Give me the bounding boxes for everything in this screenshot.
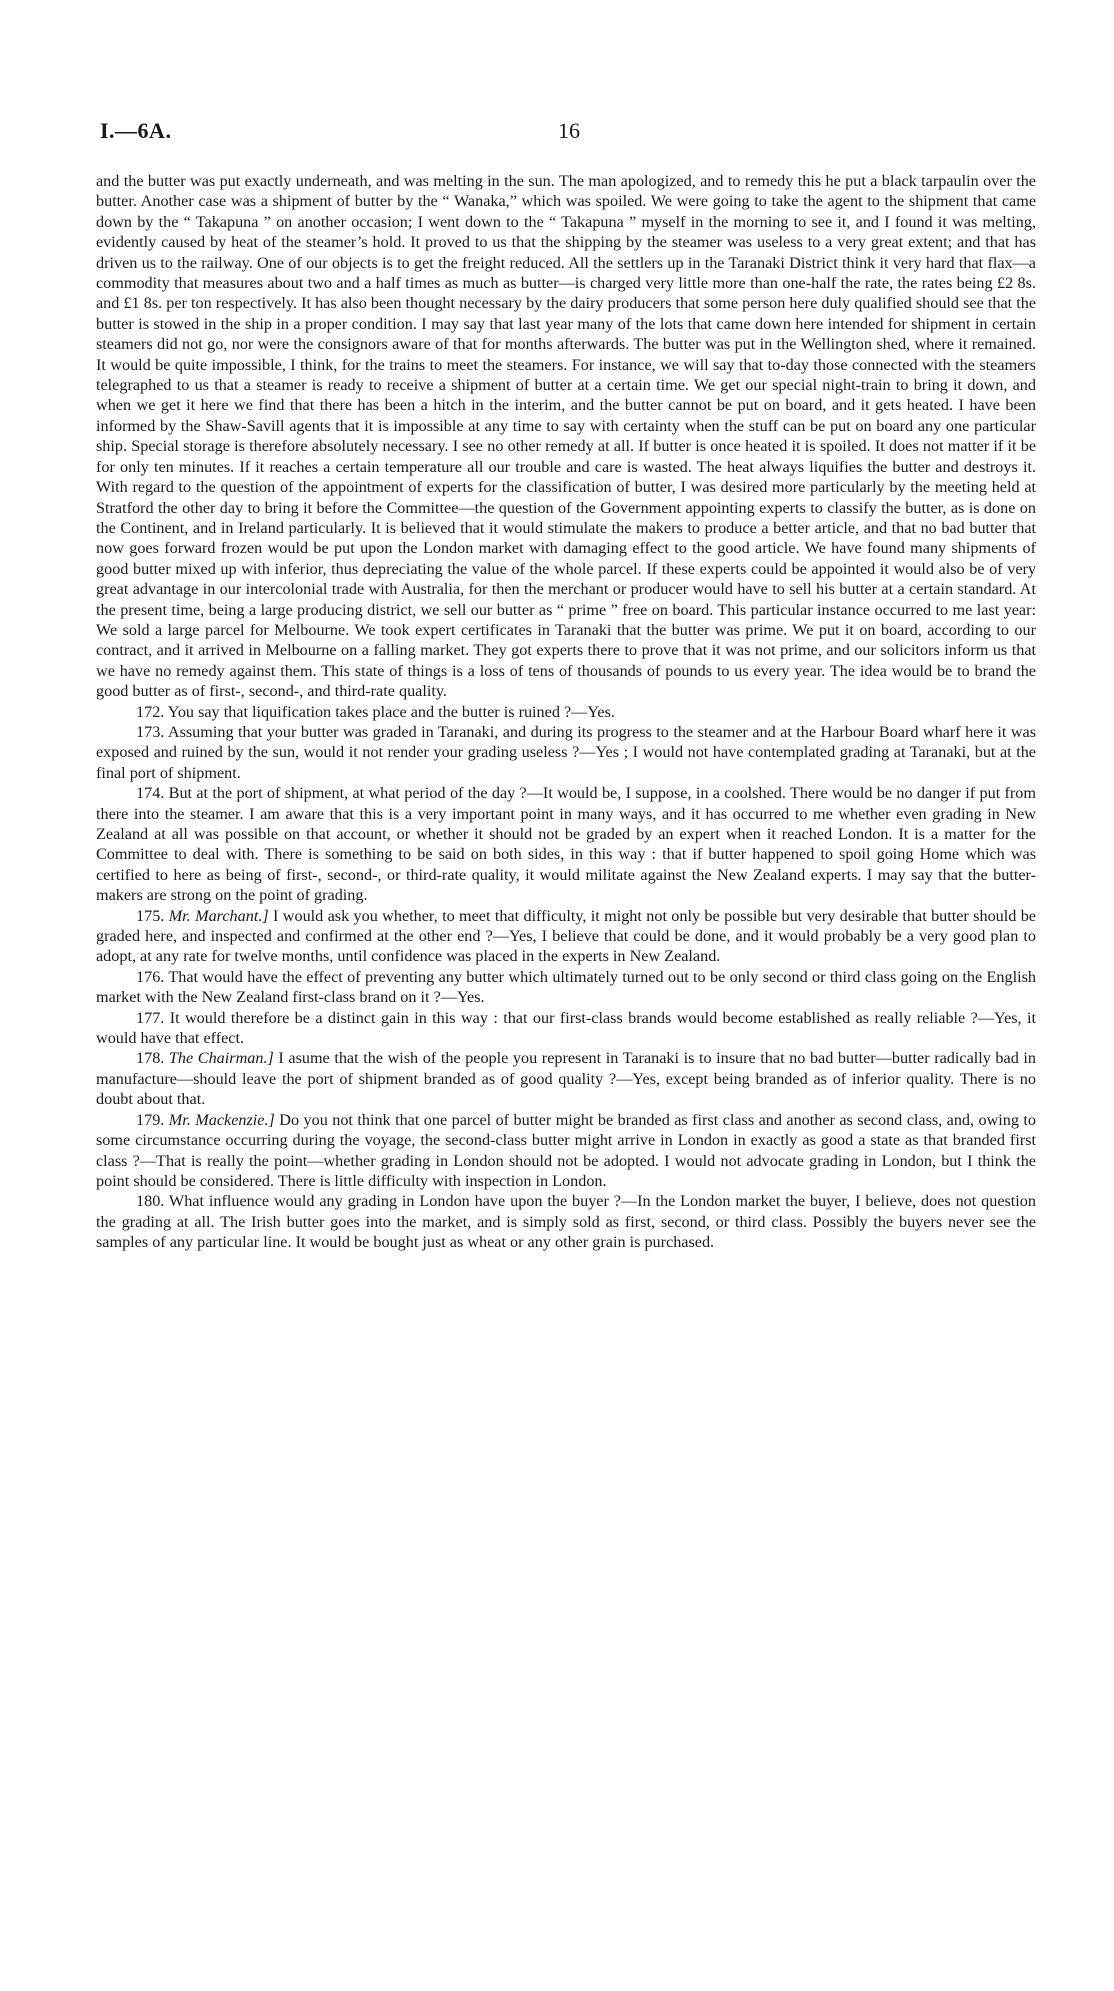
document-page xyxy=(96,118,1036,1253)
question-number: 178. xyxy=(136,1049,165,1068)
paragraph-question-172: 172. You say that liquification takes place and the butter is ruined ?—Yes. xyxy=(136,702,615,721)
question-text: I asume that the wish of the people you represent in Taranaki is to insure that no bad butter—butter radically bad in manufacture—should leave the port of shipment branded as of good quality ?—Yes, except being branded as of inferior quality. There is no doubt about that. xyxy=(96,1049,1036,1109)
paragraph-question-175 xyxy=(96,906,1036,967)
paragraph-question-180: 180. What influence would any grading in London have upon the buyer ?—In the London market the buyer, I believe, does not question the grading at all. The Irish butter goes into the market, and is simply sold as first, second, or third class. Possibly the buyers never see the samples of any particular line. It would be bought just as wheat or any other grain is purchased. xyxy=(96,1192,1036,1252)
document-reference: I.—6A. xyxy=(100,118,172,143)
page-header xyxy=(96,118,1036,152)
paragraph-question-176: 176. That would have the effect of preventing any butter which ultimately turned out to be only second or third class going on the English market with the New Zealand first-class brand on it ?—Yes. xyxy=(96,967,1036,1007)
paragraph-continued-answer: and the butter was put exactly underneath, and was melting in the sun. The man apologized, and to remedy this he put a black tarpaulin over the butter. Another case was a shipment of butter by the “ Wanaka,” which was spoiled. We were going to take the agent to the shipment that came down by the “ Takapuna ” on another occasion; I went down to the “ Takapuna ” myself in the morning to see it, and I found it was melting, evidently caused by heat of the steamer’s hold. It proved to us that the shipping by the steamer was useless to a very great extent; and that has driven us to the railway. One of our objects is to get the freight reduced. All the settlers up in the Taranaki District think it very hard that flax—a commodity that measures about two and a half times as much as butter—is charged very little more than one-half the rate, the rates being £2 8s. and £1 8s. per ton respectively. It has also been thought necessary by the dairy producers that some person here duly qualified should see that the butter is stowed in the ship in a proper condition. I may say that last year many of the lots that came down here intended for shipment in certain steamers did not go, nor were the consignors aware of that for months afterwards. The butter was put in the Wellington shed, where it remained. It would be quite impossible, I think, for the trains to meet the steamers. For instance, we will say that to-day those connected with the steamers telegraphed to us that a steamer is ready to receive a shipment of butter at a certain time. We get our special night-train to bring it down, and when we get it here we find that there has been a hitch in the interim, and the butter cannot be put on board, and it gets heated. I have been informed by the Shaw-Savill agents that it is impossible at any time to say with certainty when the stuff can be put on board any one particular ship. Special storage is therefore absolutely necessary. I see no other remedy at all. If butter is once heated it is spoiled. It does not matter if it be for only ten minutes. If it reaches a certain temperature all our trouble and care is wasted. The heat always liquifies the butter and destroys it. With regard to the question of the appointment of experts for the classification of butter, I was desired more particularly by the meeting held at Stratford the other day to bring it before the Committee—the question of the Government appointing experts to classify the butter, as is done on the Continent, and in Ireland particularly. It is believed that it would stimulate the makers to produce a better article, and that no bad butter that now goes forward frozen would be put upon the London market with damaging effect to the good article. We have found many shipments of good butter mixed up with inferior, thus depreciating the value of the whole parcel. If these experts could be appointed it would also be of very great advantage in our intercolonial trade with Australia, for then the merchant or producer would have to sell his butter at a certain standard. At the present time, being a large producing district, we sell our butter as “ prime ” free on board. This particular instance occurred to me last year: We sold a large parcel for Melbourne. We took expert certificates in Taranaki that the butter was prime. We put it on board, according to our contract, and it arrived in Melbourne on a falling market. They got experts there to prove that it was not prime, and our solicitors inform us that we have no remedy against them. This state of things is a loss of tens of thousands of pounds to us every year. The idea would be to brand the good butter as of first-, second-, and third-rate quality. xyxy=(96,172,1036,701)
page-number: 16 xyxy=(558,118,580,143)
paragraph-question-174: 174. But at the port of shipment, at what period of the day ?—It would be, I suppose, in a coolshed. There would be no danger if put from there into the steamer. I am aware that this is a very important point in many ways, and it has occurred to me whether even grading in New Zealand at all was possible on that account, or whether it should not be graded by an expert when it reached London. It is a matter for the Committee to deal with. There is something to be said on both sides, in this way : that if butter happened to spoil going Home which was certified to here as being of first-, second-, or third-rate quality, it would militate against the New Zealand experts. I may say that the butter-makers are strong on the point of grading. xyxy=(96,784,1036,905)
speaker-name: Mr. Mackenzie.] xyxy=(168,1110,275,1129)
document-body xyxy=(96,171,1036,1253)
question-number: 175. xyxy=(136,906,165,925)
paragraph-question-177: 177. It would therefore be a distinct gain in this way : that our first-class brands would become established as really reliable ?—Yes, it would have that effect. xyxy=(96,1008,1036,1048)
question-number: 179. xyxy=(136,1110,165,1129)
question-text: Do you not think that one parcel of butter might be branded as first class and another as second class, and, owing to some circumstance occurring during the voyage, the second-class butter might arrive in London in exactly as good a state as that branded first class ?—That is really the point—whether grading in London should not be adopted. I would not advocate grading in London, but I think the point should be considered. There is little difficulty with inspection in London. xyxy=(96,1110,1037,1190)
speaker-name: Mr. Marchant.] xyxy=(168,906,269,925)
speaker-name: The Chairman.] xyxy=(168,1049,274,1068)
paragraph-question-178 xyxy=(96,1048,1036,1109)
paragraph-question-179 xyxy=(96,1110,1036,1192)
question-text: I would ask you whether, to meet that difficulty, it might not only be possible but very desirable that butter should be graded here, and inspected and confirmed at the other end ?—Yes, I believe that could be done, and it would probably be a very good plan to adopt, at any rate for twelve months, until confidence was placed in the experts in New Zealand. xyxy=(96,906,1036,966)
paragraph-question-173: 173. Assuming that your butter was graded in Taranaki, and during its progress to the steamer and at the Harbour Board wharf here it was exposed and ruined by the sun, would it not render your grading useless ?—Yes ; I would not have contemplated grading at Taranaki, but at the final port of shipment. xyxy=(96,722,1036,782)
